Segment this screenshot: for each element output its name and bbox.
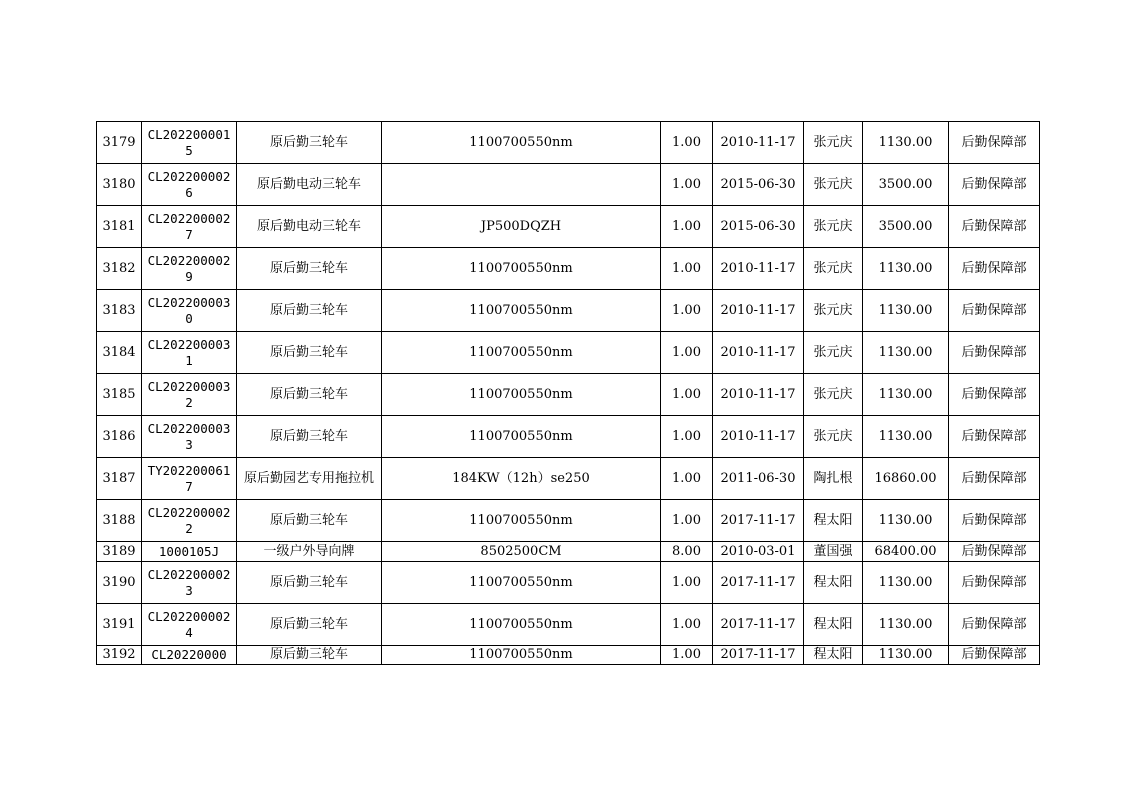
cell-date: 2017-11-17 bbox=[713, 500, 804, 542]
cell-index: 3189 bbox=[97, 542, 142, 562]
cell-quantity: 1.00 bbox=[661, 248, 713, 290]
cell-name: 原后勤电动三轮车 bbox=[237, 164, 382, 206]
cell-model: JP500DQZH bbox=[382, 206, 661, 248]
cell-index: 3183 bbox=[97, 290, 142, 332]
cell-index: 3179 bbox=[97, 122, 142, 164]
cell-amount: 1130.00 bbox=[863, 290, 949, 332]
cell-quantity: 1.00 bbox=[661, 646, 713, 665]
cell-date: 2017-11-17 bbox=[713, 604, 804, 646]
table-row bbox=[97, 164, 1040, 206]
cell-code: CL2022000024 bbox=[142, 604, 237, 646]
table-row bbox=[97, 290, 1040, 332]
table-row bbox=[97, 332, 1040, 374]
cell-amount: 1130.00 bbox=[863, 604, 949, 646]
cell-code: CL2022000031 bbox=[142, 332, 237, 374]
cell-department: 后勤保障部 bbox=[949, 374, 1040, 416]
cell-quantity: 1.00 bbox=[661, 458, 713, 500]
cell-model: 1100700550nm bbox=[382, 290, 661, 332]
cell-name: 原后勤园艺专用拖拉机 bbox=[237, 458, 382, 500]
cell-date: 2010-11-17 bbox=[713, 122, 804, 164]
cell-date: 2017-11-17 bbox=[713, 562, 804, 604]
cell-quantity: 1.00 bbox=[661, 500, 713, 542]
table-row bbox=[97, 206, 1040, 248]
cell-model: 1100700550nm bbox=[382, 122, 661, 164]
cell-code: CL2022000033 bbox=[142, 416, 237, 458]
cell-name: 原后勤三轮车 bbox=[237, 248, 382, 290]
cell-model: 1100700550nm bbox=[382, 248, 661, 290]
cell-person: 张元庆 bbox=[804, 248, 863, 290]
cell-quantity: 1.00 bbox=[661, 416, 713, 458]
cell-name: 原后勤三轮车 bbox=[237, 332, 382, 374]
cell-department: 后勤保障部 bbox=[949, 542, 1040, 562]
cell-model: 8502500CM bbox=[382, 542, 661, 562]
cell-amount: 1130.00 bbox=[863, 374, 949, 416]
cell-department: 后勤保障部 bbox=[949, 604, 1040, 646]
cell-person: 张元庆 bbox=[804, 332, 863, 374]
cell-department: 后勤保障部 bbox=[949, 122, 1040, 164]
cell-index: 3186 bbox=[97, 416, 142, 458]
table-row bbox=[97, 374, 1040, 416]
cell-date: 2010-11-17 bbox=[713, 374, 804, 416]
table-row bbox=[97, 458, 1040, 500]
cell-quantity: 1.00 bbox=[661, 332, 713, 374]
cell-department: 后勤保障部 bbox=[949, 646, 1040, 665]
cell-amount: 3500.00 bbox=[863, 206, 949, 248]
cell-amount: 1130.00 bbox=[863, 646, 949, 665]
cell-date: 2010-11-17 bbox=[713, 290, 804, 332]
cell-department: 后勤保障部 bbox=[949, 500, 1040, 542]
cell-amount: 1130.00 bbox=[863, 122, 949, 164]
cell-person: 张元庆 bbox=[804, 122, 863, 164]
cell-date: 2015-06-30 bbox=[713, 164, 804, 206]
cell-index: 3192 bbox=[97, 646, 142, 665]
cell-name: 原后勤电动三轮车 bbox=[237, 206, 382, 248]
cell-date: 2010-11-17 bbox=[713, 248, 804, 290]
cell-code: CL2022000026 bbox=[142, 164, 237, 206]
cell-person: 程太阳 bbox=[804, 604, 863, 646]
cell-quantity: 1.00 bbox=[661, 122, 713, 164]
cell-name: 原后勤三轮车 bbox=[237, 374, 382, 416]
table-row bbox=[97, 604, 1040, 646]
cell-amount: 3500.00 bbox=[863, 164, 949, 206]
cell-index: 3184 bbox=[97, 332, 142, 374]
cell-code: CL2022000030 bbox=[142, 290, 237, 332]
cell-index: 3182 bbox=[97, 248, 142, 290]
cell-amount: 1130.00 bbox=[863, 562, 949, 604]
cell-amount: 16860.00 bbox=[863, 458, 949, 500]
table-row bbox=[97, 248, 1040, 290]
cell-index: 3185 bbox=[97, 374, 142, 416]
cell-name: 原后勤三轮车 bbox=[237, 604, 382, 646]
cell-person: 程太阳 bbox=[804, 562, 863, 604]
cell-model: 184KW（12h）se250 bbox=[382, 458, 661, 500]
cell-name: 原后勤三轮车 bbox=[237, 416, 382, 458]
asset-table bbox=[96, 121, 1040, 665]
asset-table-body bbox=[97, 122, 1040, 665]
cell-person: 张元庆 bbox=[804, 374, 863, 416]
cell-department: 后勤保障部 bbox=[949, 332, 1040, 374]
cell-quantity: 1.00 bbox=[661, 290, 713, 332]
cell-name: 原后勤三轮车 bbox=[237, 646, 382, 665]
cell-date: 2010-11-17 bbox=[713, 416, 804, 458]
cell-code: CL2022000029 bbox=[142, 248, 237, 290]
cell-amount: 1130.00 bbox=[863, 500, 949, 542]
cell-person: 张元庆 bbox=[804, 290, 863, 332]
cell-code: TY2022000617 bbox=[142, 458, 237, 500]
cell-quantity: 1.00 bbox=[661, 604, 713, 646]
cell-person: 程太阳 bbox=[804, 646, 863, 665]
cell-name: 原后勤三轮车 bbox=[237, 122, 382, 164]
cell-amount: 68400.00 bbox=[863, 542, 949, 562]
cell-quantity: 1.00 bbox=[661, 374, 713, 416]
cell-department: 后勤保障部 bbox=[949, 248, 1040, 290]
cell-quantity: 1.00 bbox=[661, 206, 713, 248]
cell-model: 1100700550nm bbox=[382, 416, 661, 458]
cell-person: 张元庆 bbox=[804, 164, 863, 206]
cell-code: 1000105J bbox=[142, 542, 237, 562]
cell-index: 3190 bbox=[97, 562, 142, 604]
cell-department: 后勤保障部 bbox=[949, 458, 1040, 500]
cell-code: CL20220000 bbox=[142, 646, 237, 665]
cell-model bbox=[382, 164, 661, 206]
cell-date: 2010-03-01 bbox=[713, 542, 804, 562]
cell-department: 后勤保障部 bbox=[949, 164, 1040, 206]
table-row bbox=[97, 500, 1040, 542]
table-row bbox=[97, 542, 1040, 562]
cell-amount: 1130.00 bbox=[863, 416, 949, 458]
cell-person: 陶扎根 bbox=[804, 458, 863, 500]
cell-person: 张元庆 bbox=[804, 416, 863, 458]
table-row bbox=[97, 122, 1040, 164]
cell-date: 2017-11-17 bbox=[713, 646, 804, 665]
cell-date: 2011-06-30 bbox=[713, 458, 804, 500]
cell-model: 1100700550nm bbox=[382, 332, 661, 374]
cell-model: 1100700550nm bbox=[382, 500, 661, 542]
table-row bbox=[97, 416, 1040, 458]
cell-quantity: 1.00 bbox=[661, 562, 713, 604]
cell-department: 后勤保障部 bbox=[949, 290, 1040, 332]
cell-model: 1100700550nm bbox=[382, 374, 661, 416]
cell-model: 1100700550nm bbox=[382, 562, 661, 604]
cell-department: 后勤保障部 bbox=[949, 562, 1040, 604]
cell-index: 3181 bbox=[97, 206, 142, 248]
cell-index: 3191 bbox=[97, 604, 142, 646]
cell-index: 3188 bbox=[97, 500, 142, 542]
table-row bbox=[97, 646, 1040, 665]
cell-name: 原后勤三轮车 bbox=[237, 562, 382, 604]
cell-code: CL2022000027 bbox=[142, 206, 237, 248]
cell-department: 后勤保障部 bbox=[949, 416, 1040, 458]
cell-name: 原后勤三轮车 bbox=[237, 500, 382, 542]
cell-person: 程太阳 bbox=[804, 500, 863, 542]
cell-quantity: 8.00 bbox=[661, 542, 713, 562]
cell-index: 3180 bbox=[97, 164, 142, 206]
cell-model: 1100700550nm bbox=[382, 604, 661, 646]
cell-person: 董国强 bbox=[804, 542, 863, 562]
cell-code: CL2022000032 bbox=[142, 374, 237, 416]
cell-department: 后勤保障部 bbox=[949, 206, 1040, 248]
cell-amount: 1130.00 bbox=[863, 332, 949, 374]
cell-date: 2010-11-17 bbox=[713, 332, 804, 374]
cell-code: CL2022000022 bbox=[142, 500, 237, 542]
cell-amount: 1130.00 bbox=[863, 248, 949, 290]
cell-index: 3187 bbox=[97, 458, 142, 500]
cell-person: 张元庆 bbox=[804, 206, 863, 248]
cell-code: CL2022000015 bbox=[142, 122, 237, 164]
cell-model: 1100700550nm bbox=[382, 646, 661, 665]
cell-code: CL2022000023 bbox=[142, 562, 237, 604]
cell-name: 原后勤三轮车 bbox=[237, 290, 382, 332]
table-row bbox=[97, 562, 1040, 604]
cell-name: 一级户外导向牌 bbox=[237, 542, 382, 562]
cell-quantity: 1.00 bbox=[661, 164, 713, 206]
cell-date: 2015-06-30 bbox=[713, 206, 804, 248]
